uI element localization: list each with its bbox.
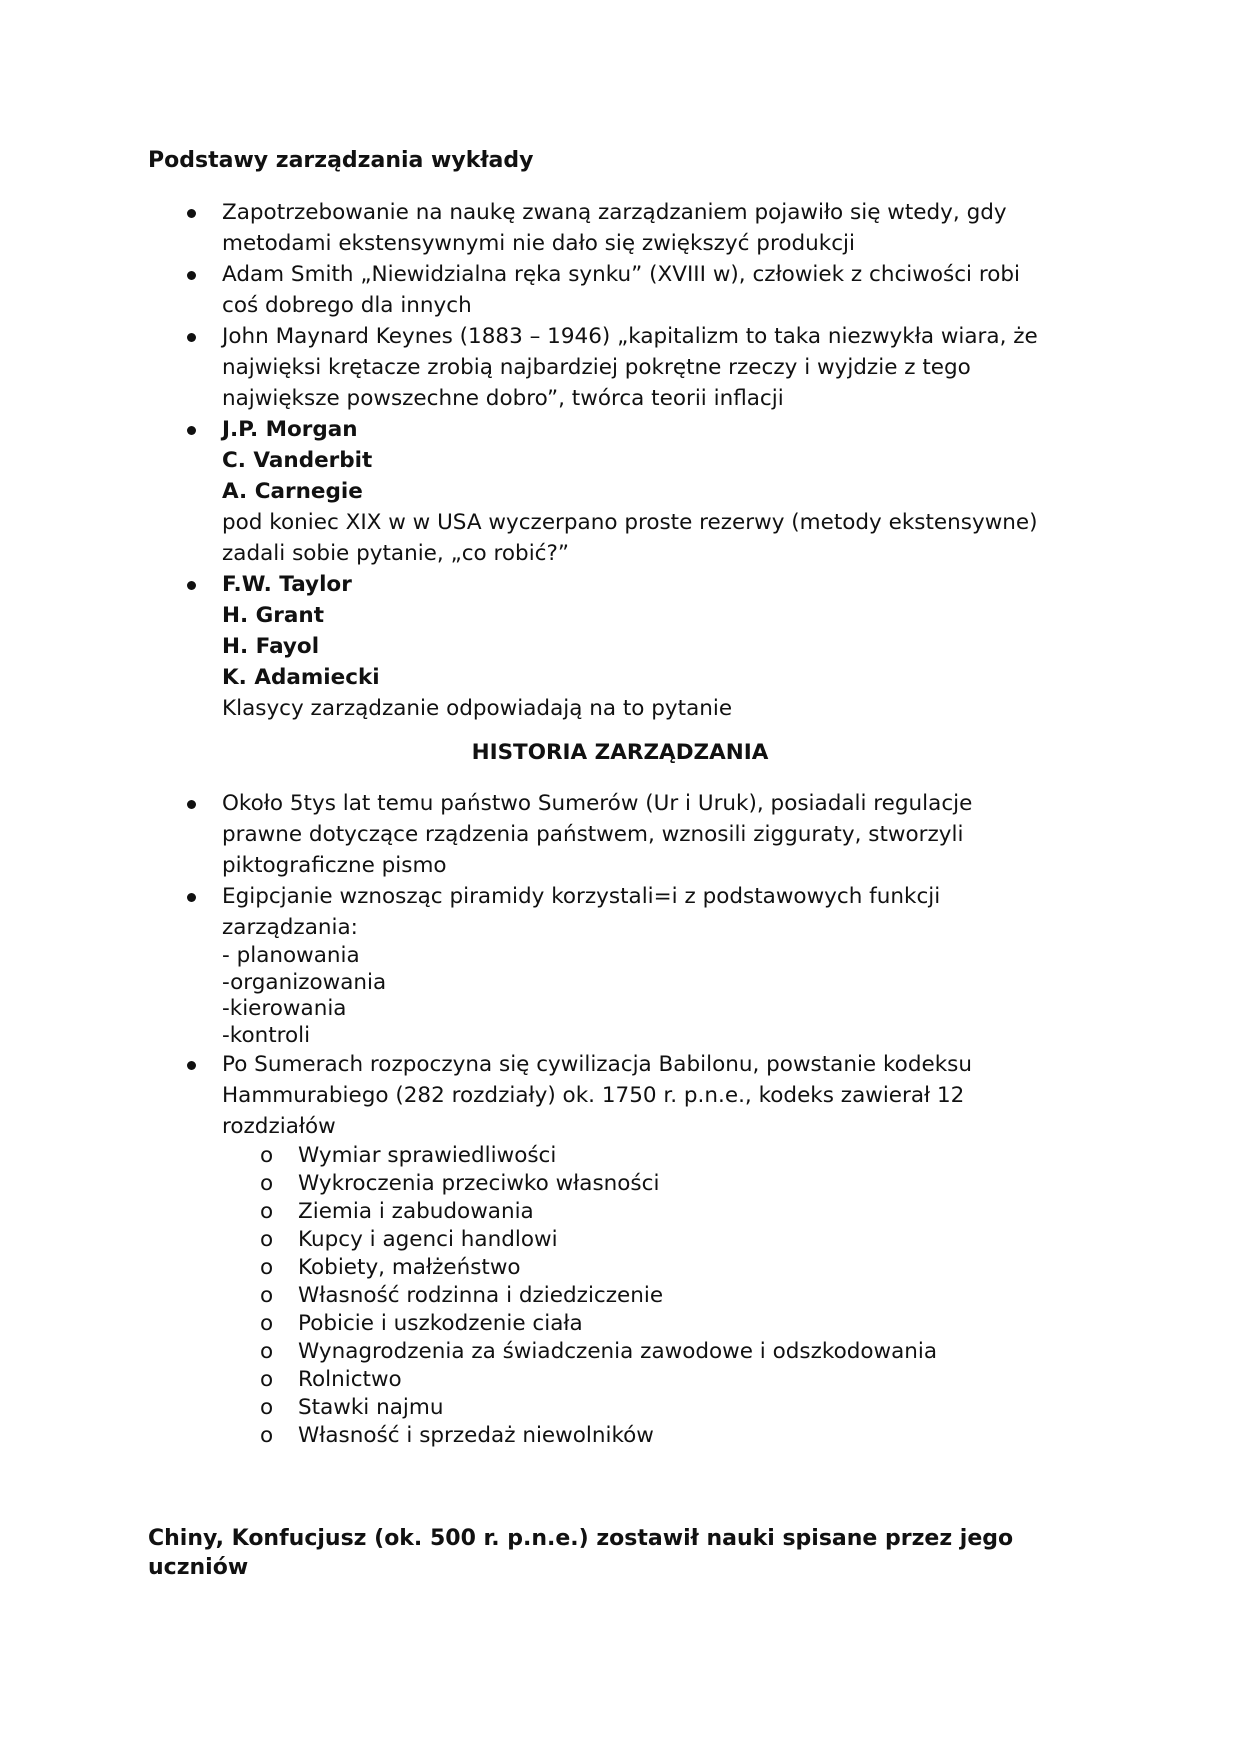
list-item-text: rozdziałów <box>222 1114 336 1139</box>
closing-heading-text: uczniów <box>148 1555 249 1580</box>
sub-bullet-icon: o <box>260 1283 274 1308</box>
list-item-text: Klasycy zarządzanie odpowiadają na to pytanie <box>222 696 733 721</box>
list-item-text: metodami ekstensywnymi nie dało się zwiększyć produkcji <box>222 231 855 256</box>
list-item-text: zadali sobie pytanie, „co robić?” <box>222 541 570 566</box>
sub-bullet-icon: o <box>260 1199 274 1224</box>
sub-list-item <box>0 1254 1240 1282</box>
bullet-icon <box>187 426 196 435</box>
sub-list-item-text: Wykroczenia przeciwko własności <box>298 1171 660 1196</box>
bullet-icon <box>187 333 196 342</box>
sub-list-item-text: Wymiar sprawiedliwości <box>298 1143 557 1168</box>
person-name: F.W. Taylor <box>222 572 352 597</box>
sub-list-item-text: Kupcy i agenci handlowi <box>298 1227 558 1252</box>
person-name: K. Adamiecki <box>222 665 380 690</box>
list-item-text: piktograficzne pismo <box>222 853 447 878</box>
bullet-icon <box>187 209 196 218</box>
sub-list-item-text: Pobicie i uszkodzenie ciała <box>298 1311 583 1336</box>
person-name: H. Grant <box>222 603 324 628</box>
list-item-text: coś dobrego dla innych <box>222 293 472 318</box>
sub-list-item-text: Rolnictwo <box>298 1367 402 1392</box>
sub-bullet-icon: o <box>260 1367 274 1392</box>
sub-list-item <box>0 1310 1240 1338</box>
list-item-text: Egipcjanie wznosząc piramidy korzystali=i z podstawowych funkcji <box>222 884 941 909</box>
sub-bullet-icon: o <box>260 1311 274 1336</box>
sub-bullet-icon: o <box>260 1339 274 1364</box>
sub-list-item-text: Własność i sprzedaż niewolników <box>298 1423 654 1448</box>
sub-list-item <box>0 1338 1240 1366</box>
sub-list-item-text: Stawki najmu <box>298 1395 444 1420</box>
sub-bullet-icon: o <box>260 1171 274 1196</box>
sub-list-item <box>0 1422 1240 1450</box>
list-item <box>0 881 1102 1049</box>
person-name: H. Fayol <box>222 634 320 659</box>
list-item <box>0 414 1102 569</box>
list-item <box>0 197 1102 259</box>
list-item <box>0 259 1102 321</box>
list-item <box>0 321 1102 414</box>
list-item-text: -kontroli <box>222 1022 311 1048</box>
sub-bullet-icon: o <box>260 1227 274 1252</box>
list-item-text: -kierowania <box>222 996 347 1021</box>
list-item <box>0 788 1102 881</box>
sub-bullet-icon: o <box>260 1255 274 1280</box>
sub-list-item <box>0 1394 1240 1422</box>
list-item-text: John Maynard Keynes (1883 – 1946) „kapitalizm to taka niezwykła wiara, że <box>222 324 1038 349</box>
list-item-text: prawne dotyczące rządzenia państwem, wznosili zigguraty, stworzyli <box>222 822 964 847</box>
list-item-text: zarządzania: <box>222 915 358 940</box>
list-item-text: - planowania <box>222 943 360 968</box>
list-item-text: najwięksi krętacze zrobią najbardziej pokrętne rzeczy i wyjdzie z tego <box>222 355 971 380</box>
sub-list-item-text: Ziemia i zabudowania <box>298 1199 534 1224</box>
person-name: C. Vanderbit <box>222 448 373 473</box>
sub-bullet-icon: o <box>260 1143 274 1168</box>
list-item-text: -organizowania <box>222 969 387 995</box>
bullet-list-history <box>0 788 1240 1450</box>
sub-list-item-text: Własność rodzinna i dziedziczenie <box>298 1283 664 1308</box>
sub-list-item <box>0 1226 1240 1254</box>
sub-list-item <box>0 1366 1240 1394</box>
sub-list <box>0 1142 1240 1450</box>
closing-heading-text: Chiny, Konfucjusz (ok. 500 r. p.n.e.) zostawił nauki spisane przez jego <box>148 1526 1014 1551</box>
closing-heading <box>148 1524 1088 1582</box>
document-title: Podstawy zarządzania wykłady <box>148 148 534 173</box>
sub-list-item <box>0 1282 1240 1310</box>
bullet-icon <box>187 800 196 809</box>
sub-list-item <box>0 1142 1240 1170</box>
sub-list-item-text: Wynagrodzenia za świadczenia zawodowe i odszkodowania <box>298 1339 938 1364</box>
section-heading <box>0 738 1240 768</box>
list-item <box>0 1049 1102 1142</box>
list-item-text: Po Sumerach rozpoczyna się cywilizacja Babilonu, powstanie kodeksu <box>222 1052 972 1077</box>
list-item-text: Adam Smith „Niewidzialna ręka synku” (XVIII w), człowiek z chciwości robi <box>222 262 1020 287</box>
sub-list-item <box>0 1198 1240 1226</box>
list-item-text: Około 5tys lat temu państwo Sumerów (Ur i Uruk), posiadali regulacje <box>222 791 973 816</box>
list-item-text: Hammurabiego (282 rozdziały) ok. 1750 r. p.n.e., kodeks zawierał 12 <box>222 1083 965 1108</box>
bullet-icon <box>187 271 196 280</box>
bullet-icon <box>187 581 196 590</box>
section-heading-text: HISTORIA ZARZĄDZANIA <box>471 740 769 765</box>
list-item <box>0 569 1102 724</box>
list-item-text: Zapotrzebowanie na naukę zwaną zarządzaniem pojawiło się wtedy, gdy <box>222 200 1007 225</box>
person-name: A. Carnegie <box>222 479 363 504</box>
person-name: J.P. Morgan <box>222 417 358 442</box>
sub-list-item <box>0 1170 1240 1198</box>
bullet-icon <box>187 893 196 902</box>
bullet-icon <box>187 1061 196 1070</box>
bullet-list-intro <box>0 197 1240 724</box>
sub-list-item-text: Kobiety, małżeństwo <box>298 1255 521 1280</box>
list-item-text: największe powszechne dobro”, twórca teorii inflacji <box>222 386 784 411</box>
list-item-text: pod koniec XIX w w USA wyczerpano proste rezerwy (metody ekstensywne) <box>222 510 1038 535</box>
sub-bullet-icon: o <box>260 1395 274 1420</box>
sub-bullet-icon: o <box>260 1423 274 1448</box>
